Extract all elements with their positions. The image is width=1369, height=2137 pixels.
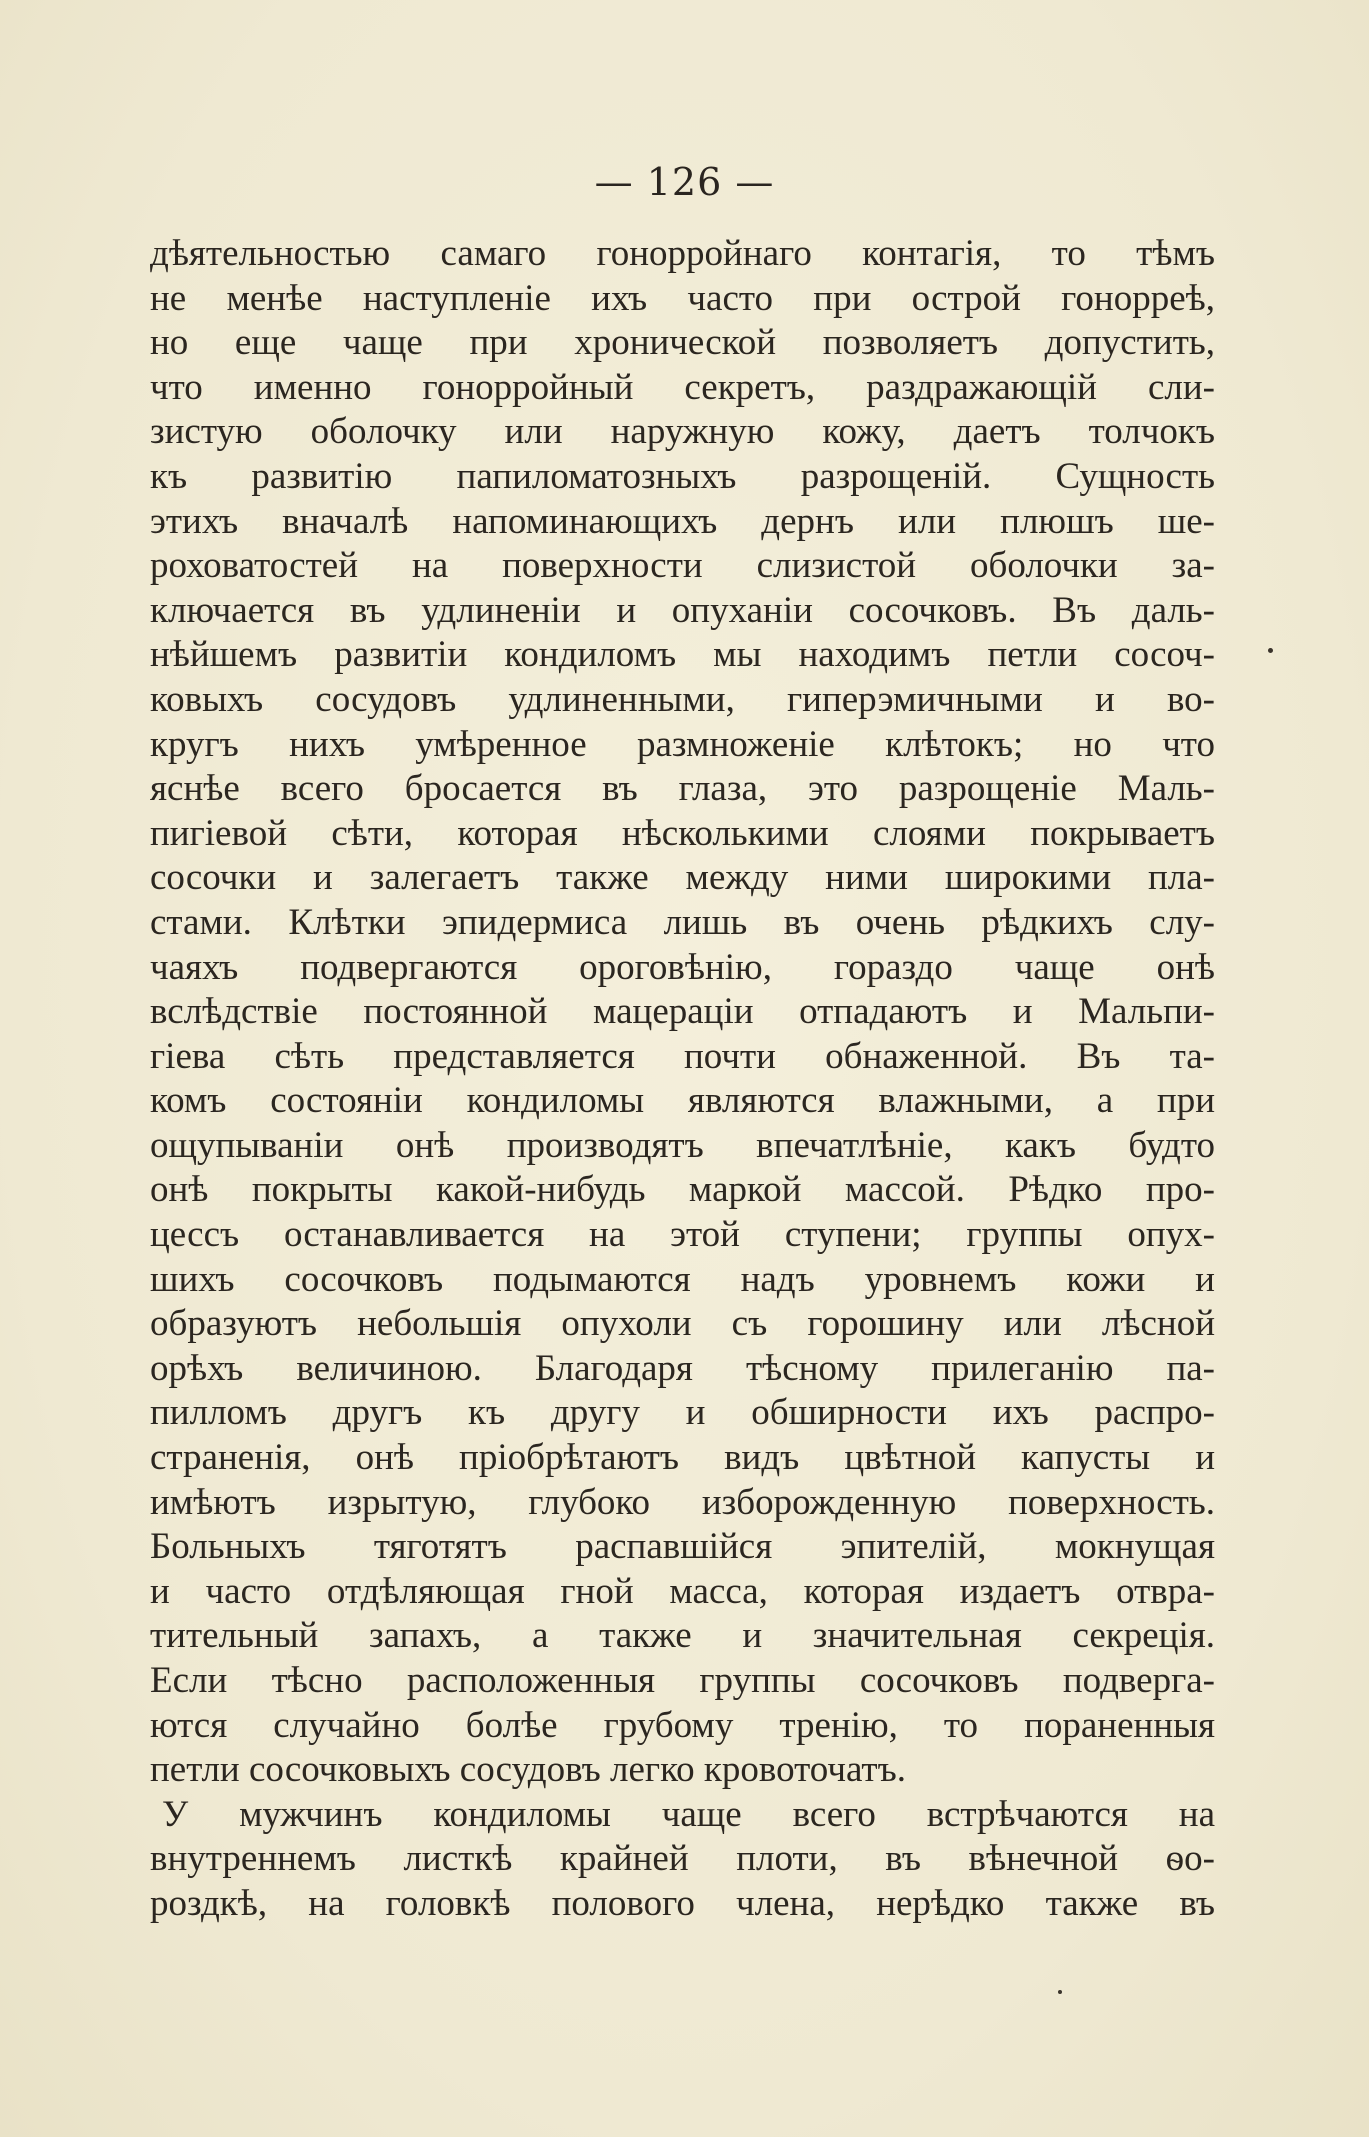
text-line: стами. Клѣтки эпидермиса лишь въ очень рѣдкихъ слу-: [150, 901, 1215, 943]
text-line: петли сосочковыхъ сосудовъ легко кровоточатъ.: [150, 1749, 906, 1791]
text-line: и часто отдѣляющая гной масса, которая издаетъ отвра-: [150, 1570, 1215, 1612]
text-line: роздкѣ, на головкѣ полового члена, нерѣдко также въ: [150, 1882, 1215, 1924]
text-line: гіева сѣть представляется почти обнаженной. Въ та-: [150, 1035, 1215, 1077]
ink-speck: [1058, 1990, 1062, 1994]
text-body: [150, 232, 1215, 1927]
text-line: нѣйшемъ развитіи кондиломъ мы находимъ петли сосоч-: [150, 634, 1215, 676]
text-line: цессъ останавливается на этой ступени; группы опух-: [150, 1214, 1215, 1256]
text-line: ключается въ удлиненіи и опуханіи сосочковъ. Въ даль-: [150, 589, 1215, 631]
text-line: къ развитію папиломатозныхъ разрощеній. Сущность: [150, 455, 1215, 497]
text-line: пигіевой сѣти, которая нѣсколькими слоями покрываетъ: [150, 812, 1215, 854]
paragraph-2: [150, 1793, 1215, 1927]
text-line: что именно гонорройный секретъ, раздражающій сли-: [150, 366, 1215, 408]
text-line: не менѣе наступленіе ихъ часто при острой гонорреѣ,: [150, 277, 1215, 319]
text-line: ощупываніи онѣ производятъ впечатлѣніе, какъ будто: [150, 1124, 1215, 1166]
text-line: страненія, онѣ пріобрѣтаютъ видъ цвѣтной капусты и: [150, 1437, 1215, 1479]
text-line: дѣятельностью самаго гонорройнаго контагія, то тѣмъ: [150, 233, 1215, 274]
paragraph-1: [150, 232, 1215, 1793]
text-line: роховатостей на поверхности слизистой оболочки за-: [150, 545, 1215, 587]
text-line: орѣхъ величиною. Благодаря тѣсному прилеганію па-: [150, 1347, 1215, 1389]
text-line: пилломъ другъ къ другу и обширности ихъ распро-: [150, 1392, 1215, 1434]
text-line: сосочки и залегаетъ также между ними широкими пла-: [150, 857, 1215, 899]
text-line: ются случайно болѣе грубому тренію, то пораненныя: [150, 1704, 1215, 1746]
text-line: чаяхъ подвергаются ороговѣнію, гораздо чаще онѣ: [150, 946, 1215, 988]
ink-speck: [1268, 648, 1273, 653]
text-line: Если тѣсно расположенныя группы сосочковъ подверга-: [150, 1660, 1215, 1701]
text-line: имѣютъ изрытую, глубоко изборожденную поверхность.: [150, 1481, 1215, 1523]
text-line: внутреннемъ листкѣ крайней плоти, въ вѣнечной ѳо-: [150, 1838, 1215, 1880]
text-line: образуютъ небольшія опухоли съ горошину или лѣсной: [150, 1303, 1215, 1345]
text-line: яснѣе всего бросается въ глаза, это разрощеніе Маль-: [150, 768, 1215, 810]
text-line: шихъ сосочковъ подымаются надъ уровнемъ кожи и: [150, 1258, 1215, 1300]
text-line: Больныхъ тяготятъ распавшійся эпителій, мокнущая: [150, 1526, 1215, 1568]
text-line: зистую оболочку или наружную кожу, даетъ толчокъ: [150, 411, 1215, 453]
text-line: кругъ нихъ умѣренное размноженіе клѣтокъ; но что: [150, 723, 1215, 765]
text-line: ковыхъ сосудовъ удлиненными, гиперэмичными и во-: [150, 678, 1215, 720]
text-line: У мужчинъ кондиломы чаще всего встрѣчаются на: [162, 1793, 1215, 1835]
text-line: комъ состояніи кондиломы являются влажными, а при: [150, 1080, 1215, 1122]
text-line: тительный запахъ, а также и значительная секреція.: [150, 1615, 1215, 1657]
page-number: — 126 —: [594, 160, 775, 204]
text-line: онѣ покрыты какой-нибудь маркой массой. Рѣдко про-: [150, 1169, 1215, 1211]
text-line: этихъ вначалѣ напоминающихъ дернъ или плюшъ ше-: [150, 500, 1215, 542]
text-line: но еще чаще при хронической позволяетъ допустить,: [150, 322, 1215, 364]
text-line: вслѣдствіе постоянной мацераціи отпадаютъ и Мальпи-: [150, 991, 1215, 1033]
